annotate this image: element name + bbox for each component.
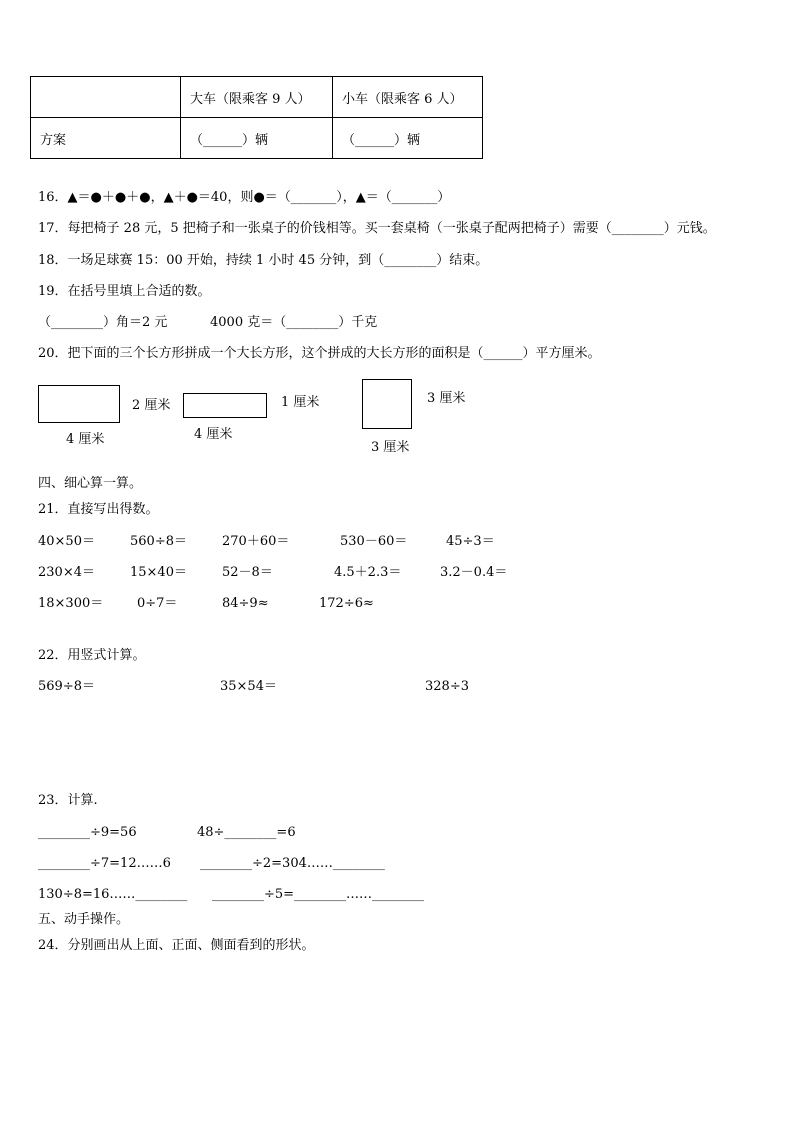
- question-16: 16．▲＝●＋●＋●，▲＋●＝40，则●＝（_______），▲＝（_______）: [38, 190, 451, 205]
- table-cell: 小车（限乘客 6 人）: [333, 77, 483, 118]
- rectangle-1: [38, 385, 120, 423]
- expr: 84÷9≈: [222, 596, 269, 611]
- square-3-side-label: 3 厘米: [427, 391, 466, 406]
- expr: 18×300＝: [38, 596, 104, 611]
- expr: ________÷7=12……6: [38, 856, 171, 871]
- rectangle-2: [183, 393, 267, 418]
- section-4-heading: 四、细心算一算。: [38, 476, 143, 491]
- table-header-row: [31, 77, 483, 118]
- expr: 270＋60＝: [222, 534, 290, 549]
- table-row: [31, 118, 483, 159]
- expr: ________÷2=304……________: [200, 856, 385, 871]
- expr: 328÷3: [425, 679, 469, 694]
- expr: 0÷7＝: [137, 596, 178, 611]
- question-19-title: 19．在括号里填上合适的数。: [38, 284, 211, 299]
- rect-1-side-label: 2 厘米: [132, 398, 171, 413]
- question-22-title: 22．用竖式计算。: [38, 648, 146, 663]
- expr: 52－8＝: [222, 565, 273, 580]
- table-cell: （______）辆: [333, 118, 483, 159]
- expr: 172÷6≈: [319, 596, 374, 611]
- table-cell: [31, 77, 181, 118]
- table-cell: 大车（限乘客 9 人）: [181, 77, 333, 118]
- expr: 45÷3＝: [446, 534, 495, 549]
- expr: 3.2－0.4＝: [440, 565, 508, 580]
- expr: ________÷9=56: [38, 825, 137, 840]
- expr: 40×50＝: [38, 534, 95, 549]
- question-19-b: 4000 克＝（________）千克: [210, 315, 378, 330]
- question-23-title: 23．计算.: [38, 793, 98, 808]
- question-18: 18．一场足球赛 15：00 开始，持续 1 小时 45 分钟，到（________）结束。: [38, 253, 489, 268]
- rect-1-bottom-label: 4 厘米: [66, 432, 105, 447]
- square-3-bottom-label: 3 厘米: [371, 440, 410, 455]
- expr: ________÷5=________……________: [212, 887, 425, 902]
- question-19-a: （________）角＝2 元: [38, 315, 168, 330]
- expr: 530－60＝: [340, 534, 408, 549]
- question-17: 17．每把椅子 28 元，5 把椅子和一张桌子的价钱相等。买一套桌椅（一张桌子配两把椅子）需要（________）元钱。: [38, 221, 716, 236]
- car-plan-table: [30, 76, 483, 159]
- question-24: 24．分别画出从上面、正面、侧面看到的形状。: [38, 938, 315, 953]
- expr: 569÷8＝: [38, 679, 95, 694]
- question-21-title: 21．直接写出得数。: [38, 502, 159, 517]
- square-3: [362, 379, 412, 429]
- rect-2-bottom-label: 4 厘米: [194, 427, 233, 442]
- section-5-heading: 五、动手操作。: [38, 912, 130, 927]
- question-20-title: 20．把下面的三个长方形拼成一个大长方形，这个拼成的大长方形的面积是（______）平方厘米。: [38, 346, 601, 361]
- expr: 560÷8＝: [130, 534, 187, 549]
- table-cell: （______）辆: [181, 118, 333, 159]
- rect-2-side-label: 1 厘米: [281, 395, 320, 410]
- expr: 35×54＝: [220, 679, 277, 694]
- table-cell: 方案: [31, 118, 181, 159]
- expr: 4.5＋2.3＝: [334, 565, 402, 580]
- expr: 48÷________=6: [197, 825, 296, 840]
- expr: 130÷8=16……________: [38, 887, 188, 902]
- expr: 15×40＝: [130, 565, 187, 580]
- expr: 230×4＝: [38, 565, 95, 580]
